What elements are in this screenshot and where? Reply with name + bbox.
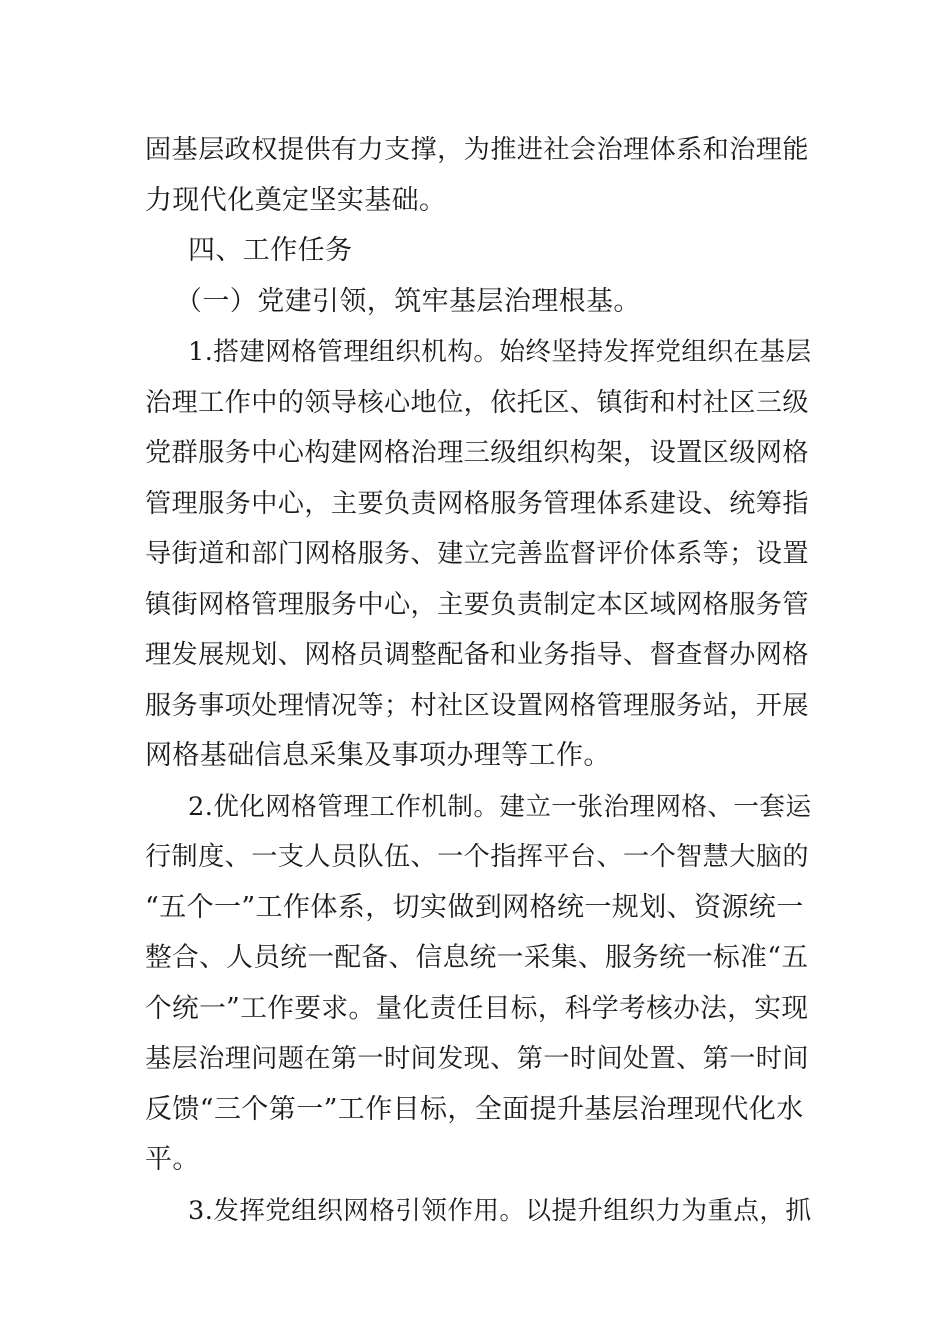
text-line: 管理服务中心，主要负责网格服务管理体系建设、统筹指 xyxy=(145,488,809,519)
text-line: 个统一”工作要求。量化责任目标，科学考核办法，实现 xyxy=(145,992,809,1024)
text-line: 基层治理问题在第一时间发现、第一时间处置、第一时间 xyxy=(145,1044,809,1074)
text-line: 力现代化奠定坚实基础。 xyxy=(145,184,447,216)
document-body xyxy=(145,125,812,1236)
text-line: 网格基础信息采集及事项办理等工作。 xyxy=(145,740,611,771)
text-line: 服务事项处理情况等；村社区设置网格管理服务站，开展 xyxy=(145,690,809,721)
text-line: 镇街网格管理服务中心，主要负责制定本区域网格服务管 xyxy=(145,589,809,620)
item-3-title-line: 3.发挥党组织网格引领作用。以提升组织力为重点，抓 xyxy=(188,1195,812,1226)
text-line: 整合、人员统一配备、信息统一采集、服务统一标准“五 xyxy=(145,942,809,973)
item-2-title-line: 2.优化网格管理工作机制。建立一张治理网格、一套运 xyxy=(188,791,812,822)
subsection-heading: （一）党建引领，筑牢基层治理根基。 xyxy=(175,285,641,317)
text-line: 导街道和部门网格服务、建立完善监督评价体系等；设置 xyxy=(145,539,809,569)
section-heading: 四、工作任务 xyxy=(188,235,353,266)
text-line: 党群服务中心构建网格治理三级组织构架，设置区级网格 xyxy=(145,438,809,468)
text-line: “五个一”工作体系，切实做到网格统一规划、资源统一 xyxy=(145,891,804,923)
text-line: 治理工作中的领导核心地位，依托区、镇街和村社区三级 xyxy=(145,387,809,418)
text-line: 固基层政权提供有力支撑，为推进社会治理体系和治理能 xyxy=(145,135,809,165)
text-line: 平。 xyxy=(145,1144,200,1175)
text-line: 理发展规划、网格员调整配备和业务指导、督查督办网格 xyxy=(145,640,809,670)
item-1-title-line: 1.搭建网格管理组织机构。始终坚持发挥党组织在基层 xyxy=(188,337,812,367)
text-line: 反馈“三个第一”工作目标，全面提升基层治理现代化水 xyxy=(145,1093,804,1125)
text-line: 行制度、一支人员队伍、一个指挥平台、一个智慧大脑的 xyxy=(145,842,809,872)
